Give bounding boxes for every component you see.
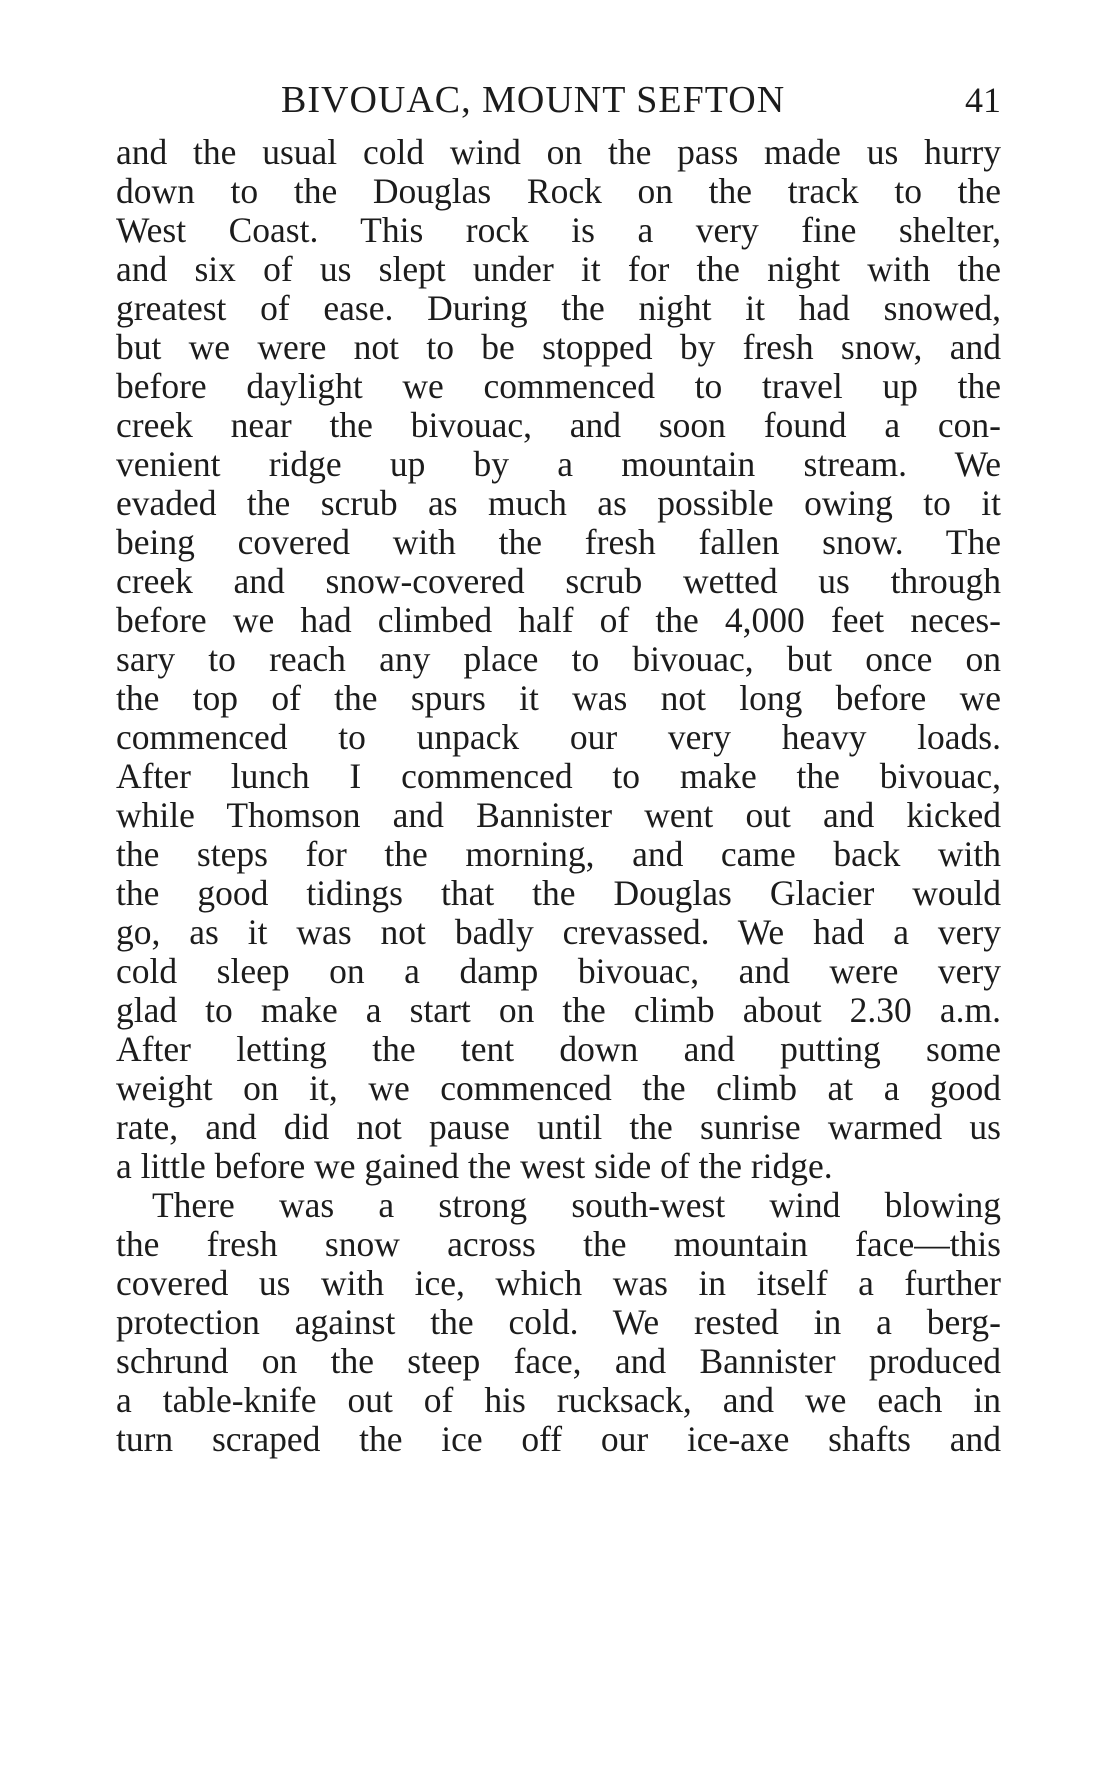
running-title: BIVOUAC, MOUNT SEFTON xyxy=(281,79,786,121)
text-line: go, as it was not badly crevassed. We had a very xyxy=(116,912,1001,952)
text-line: before daylight we commenced to travel up the xyxy=(116,366,1001,406)
running-header xyxy=(116,76,1001,124)
text-line: commenced to unpack our very heavy loads. xyxy=(116,717,1001,757)
text-line: creek and snow-covered scrub wetted us through xyxy=(116,561,1001,601)
text-line: weight on it, we commenced the climb at a good xyxy=(116,1068,1001,1108)
text-line: before we had climbed half of the 4,000 feet neces- xyxy=(116,600,1001,640)
text-line: West Coast. This rock is a very fine shelter, xyxy=(116,210,1001,250)
text-line: and six of us slept under it for the night with the xyxy=(116,249,1001,289)
text-line: turn scraped the ice off our ice-axe shafts and xyxy=(116,1419,1001,1459)
text-line: the fresh snow across the mountain face—this xyxy=(116,1224,1001,1264)
text-line: glad to make a start on the climb about 2.30 a.m. xyxy=(116,990,1001,1030)
text-line: creek near the bivouac, and soon found a con- xyxy=(116,405,1001,445)
text-line: and the usual cold wind on the pass made us hurry xyxy=(116,132,1001,172)
text-line: After lunch I commenced to make the bivouac, xyxy=(116,756,1001,796)
text-line: a table-knife out of his rucksack, and we each in xyxy=(116,1380,1001,1420)
text-line: schrund on the steep face, and Bannister produced xyxy=(116,1341,1001,1381)
page-number: 41 xyxy=(965,80,1001,120)
text-line: while Thomson and Bannister went out and kicked xyxy=(116,795,1001,835)
text-line: cold sleep on a damp bivouac, and were very xyxy=(116,951,1001,991)
text-line: covered us with ice, which was in itself a further xyxy=(116,1263,1001,1303)
text-line: down to the Douglas Rock on the track to the xyxy=(116,171,1001,211)
text-line: evaded the scrub as much as possible owing to it xyxy=(116,483,1001,523)
text-line: the good tidings that the Douglas Glacier would xyxy=(116,873,1001,913)
text-line: protection against the cold. We rested in a berg- xyxy=(116,1302,1001,1342)
text-line: being covered with the fresh fallen snow. The xyxy=(116,522,1001,562)
text-line: sary to reach any place to bivouac, but once on xyxy=(116,639,1001,679)
text-line: There was a strong south-west wind blowing xyxy=(152,1185,1001,1225)
text-line: but we were not to be stopped by fresh snow, and xyxy=(116,327,1001,367)
text-line: rate, and did not pause until the sunrise warmed us xyxy=(116,1107,1001,1147)
text-line: a little before we gained the west side of the ridge. xyxy=(116,1146,833,1186)
text-line: the top of the spurs it was not long before we xyxy=(116,678,1001,718)
text-line: After letting the tent down and putting some xyxy=(116,1029,1001,1069)
text-line: the steps for the morning, and came back with xyxy=(116,834,1001,874)
text-line: greatest of ease. During the night it had snowed, xyxy=(116,288,1001,328)
text-line: venient ridge up by a mountain stream. We xyxy=(116,444,1001,484)
